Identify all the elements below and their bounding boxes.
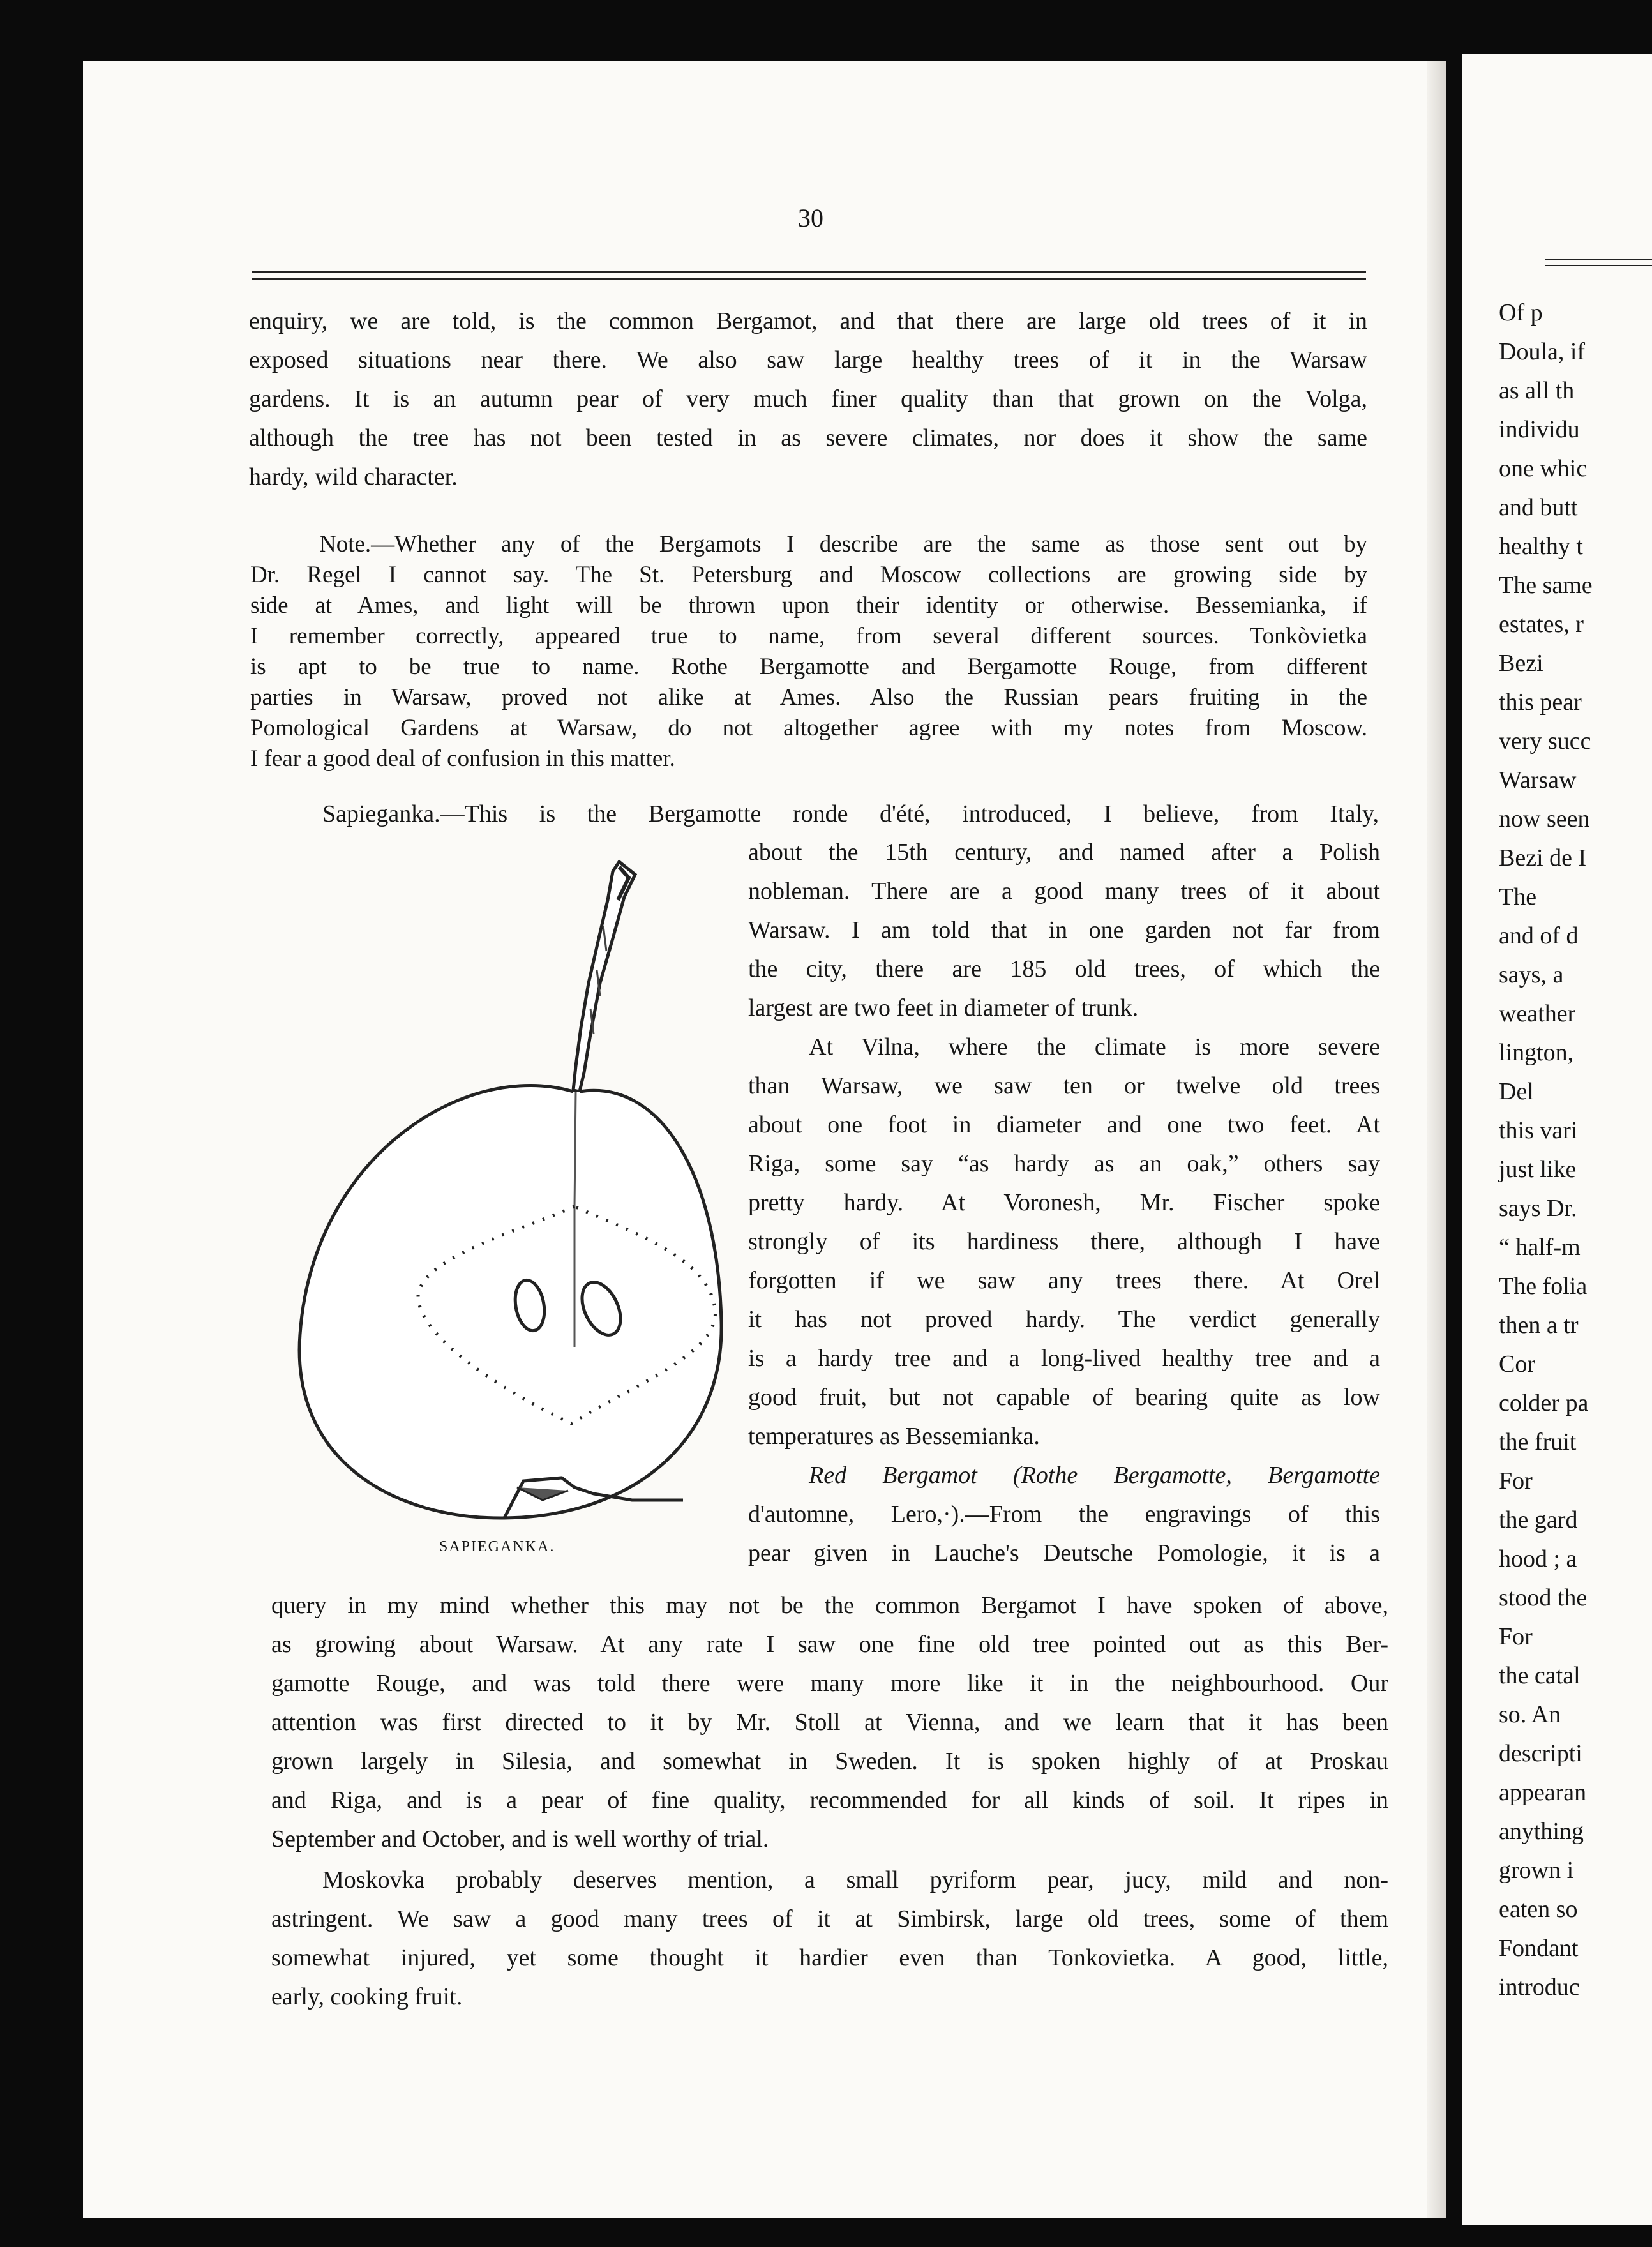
- facing-page-line: as all th: [1499, 377, 1575, 404]
- facing-page-line: grown i: [1499, 1857, 1574, 1884]
- text-line: Sapieganka.—This is the Bergamotte ronde d'été, introduced, I believe, from Italy,: [322, 800, 1379, 827]
- text-line: Note.—Whether any of the Bergamots I describe are the same as those sent out by: [319, 531, 1367, 557]
- text-line: good fruit, but not capable of bearing quite as low: [748, 1384, 1380, 1411]
- facing-page-line: For: [1499, 1468, 1533, 1494]
- text-line: I fear a good deal of confusion in this matter.: [250, 746, 675, 772]
- text-line: it has not proved hardy. The verdict generally: [748, 1306, 1380, 1333]
- text-line: early, cooking fruit.: [271, 1983, 463, 2010]
- text-line: attention was first directed to it by Mr. Stoll at Vienna, and we learn that it has been: [271, 1709, 1388, 1736]
- paragraph-red-bergamot-continued: [271, 1586, 1388, 1859]
- text-line: Pomological Gardens at Warsaw, do not altogether agree with my notes from Moscow.: [250, 715, 1367, 741]
- facing-page-line: “ half-m: [1499, 1234, 1581, 1261]
- paragraph-bergamot: [249, 302, 1367, 497]
- text-line: about one foot in diameter and one two feet. At: [748, 1111, 1380, 1138]
- facing-page-rule: [1545, 259, 1652, 260]
- facing-page-line: colder pa: [1499, 1390, 1589, 1417]
- text-line: exposed situations near there. We also saw large healthy trees of it in the Warsaw: [249, 347, 1367, 373]
- text-line: I remember correctly, appeared true to name, from several different sources. Tonkòvietka: [250, 623, 1367, 649]
- facing-page-line: Fondant: [1499, 1935, 1579, 1962]
- text-line: nobleman. There are a good many trees of it about: [748, 878, 1380, 905]
- text-line: parties in Warsaw, proved not alike at Ames. Also the Russian pears fruiting in the: [250, 684, 1367, 710]
- facing-page-line: Warsaw: [1499, 767, 1577, 793]
- text-line: grown largely in Silesia, and somewhat in Sweden. It is spoken highly of at Proskau: [271, 1748, 1388, 1775]
- facing-page-line: Cor: [1499, 1351, 1535, 1378]
- facing-page-line: and butt: [1499, 494, 1578, 521]
- facing-page-line: descripti: [1499, 1740, 1582, 1767]
- text-line: query in my mind whether this may not be the common Bergamot I have spoken of above,: [271, 1592, 1388, 1619]
- facing-page-line: this vari: [1499, 1117, 1578, 1144]
- text-line: largest are two feet in diameter of trunk.: [748, 995, 1139, 1021]
- facing-page-line: says Dr.: [1499, 1195, 1577, 1222]
- text-line: as growing about Warsaw. At any rate I saw one fine old tree pointed out as this Ber-: [271, 1631, 1388, 1658]
- text-line: d'automne, Lero,·).—From the engravings of this: [748, 1501, 1380, 1528]
- facing-page-line: The folia: [1499, 1273, 1588, 1300]
- facing-page-line: Bezi de I: [1499, 845, 1587, 871]
- facing-page-text: [1499, 294, 1652, 2007]
- facing-page-line: one whic: [1499, 455, 1588, 482]
- facing-page-line: Doula, if: [1499, 338, 1586, 365]
- facing-page-line: very succ: [1499, 728, 1591, 755]
- text-line: side at Ames, and light will be thrown upon their identity or otherwise. Bessemianka, if: [250, 592, 1367, 619]
- text-line: forgotten if we saw any trees there. At Orel: [748, 1267, 1380, 1294]
- facing-page-line: the catal: [1499, 1662, 1581, 1689]
- facing-page-line: then a tr: [1499, 1312, 1579, 1339]
- sapieganka-heading-line: [322, 795, 1379, 834]
- text-line: Moskovka probably deserves mention, a small pyriform pear, jucy, mild and non-: [322, 1867, 1388, 1893]
- text-line: strongly of its hardiness there, although I have: [748, 1228, 1380, 1255]
- facing-page-line: this pear: [1499, 689, 1582, 716]
- facing-page-line: anything: [1499, 1818, 1584, 1845]
- facing-page-rule-thin: [1545, 265, 1652, 266]
- facing-page-line: healthy t: [1499, 533, 1583, 560]
- text-line: pear given in Lauche's Deutsche Pomologie, it is a: [748, 1540, 1380, 1567]
- paragraph-moskovka: [271, 1861, 1388, 2017]
- pear-illustration: [274, 849, 734, 1538]
- text-line: the city, there are 185 old trees, of which the: [748, 956, 1380, 982]
- facing-page-line: just like: [1499, 1156, 1577, 1183]
- facing-page-line: For: [1499, 1623, 1533, 1650]
- text-line: pretty hardy. At Voronesh, Mr. Fischer spoke: [748, 1189, 1380, 1216]
- facing-page-line: so. An: [1499, 1701, 1561, 1728]
- facing-page-line: Del: [1499, 1078, 1534, 1105]
- facing-page-line: lington,: [1499, 1039, 1574, 1066]
- facing-page-line: now seen: [1499, 806, 1590, 832]
- facing-page-line: hood ; a: [1499, 1545, 1577, 1572]
- page-gutter-shadow: [1427, 61, 1446, 2218]
- text-line: is apt to be true to name. Rothe Bergamotte and Bergamotte Rouge, from different: [250, 654, 1367, 680]
- text-line: gamotte Rouge, and was told there were many more like it in the neighbourhood. Our: [271, 1670, 1388, 1697]
- text-line: about the 15th century, and named after a Polish: [748, 839, 1380, 866]
- header-rule: [252, 271, 1366, 273]
- page-number: 30: [798, 204, 823, 232]
- text-line: Red Bergamot (Rothe Bergamotte, Bergamotte: [809, 1462, 1380, 1489]
- text-line: hardy, wild character.: [249, 463, 458, 490]
- header-rule-thin: [252, 278, 1366, 280]
- facing-page-line: appearan: [1499, 1779, 1587, 1806]
- text-line: than Warsaw, we saw ten or twelve old trees: [748, 1072, 1380, 1099]
- facing-page-line: individu: [1499, 416, 1580, 443]
- facing-page-line: The same: [1499, 572, 1593, 599]
- facing-page-line: introduc: [1499, 1974, 1580, 2001]
- facing-page-line: eaten so: [1499, 1896, 1578, 1923]
- facing-page-line: estates, r: [1499, 611, 1584, 638]
- facing-page-line: the fruit: [1499, 1429, 1577, 1455]
- text-line: and Riga, and is a pear of fine quality, recommended for all kinds of soil. It ripes in: [271, 1787, 1388, 1814]
- facing-page-line: says, a: [1499, 961, 1564, 988]
- note-paragraph: [250, 529, 1367, 774]
- sapieganka-column: [748, 833, 1380, 1573]
- facing-page-line: stood the: [1499, 1584, 1588, 1611]
- text-line: gardens. It is an autumn pear of very much finer quality than that grown on the Volga,: [249, 386, 1367, 412]
- facing-page-line: Of p: [1499, 299, 1543, 326]
- facing-page-line: Bezi: [1499, 650, 1543, 677]
- facing-page-line: and of d: [1499, 922, 1579, 949]
- text-line: somewhat injured, yet some thought it hardier even than Tonkovietka. A good, little,: [271, 1944, 1388, 1971]
- text-line: temperatures as Bessemianka.: [748, 1423, 1040, 1450]
- facing-page-line: The: [1499, 883, 1537, 910]
- text-line: At Vilna, where the climate is more severe: [809, 1033, 1380, 1060]
- text-line: September and October, and is well worthy of trial.: [271, 1826, 769, 1852]
- text-line: Warsaw. I am told that in one garden not far from: [748, 917, 1380, 943]
- text-line: enquiry, we are told, is the common Bergamot, and that there are large old trees of it in: [249, 308, 1367, 334]
- text-line: astringent. We saw a good many trees of it at Simbirsk, large old trees, some of them: [271, 1905, 1388, 1932]
- text-line: Dr. Regel I cannot say. The St. Petersburg and Moscow collections are growing side by: [250, 562, 1367, 588]
- text-line: is a hardy tree and a long-lived healthy tree and a: [748, 1345, 1380, 1372]
- text-line: although the tree has not been tested in as severe climates, nor does it show the same: [249, 425, 1367, 451]
- facing-page-line: weather: [1499, 1000, 1576, 1027]
- text-line: Riga, some say “as hardy as an oak,” others say: [748, 1150, 1380, 1177]
- figure-caption: SAPIEGANKA.: [439, 1538, 555, 1555]
- facing-page-line: the gard: [1499, 1507, 1578, 1533]
